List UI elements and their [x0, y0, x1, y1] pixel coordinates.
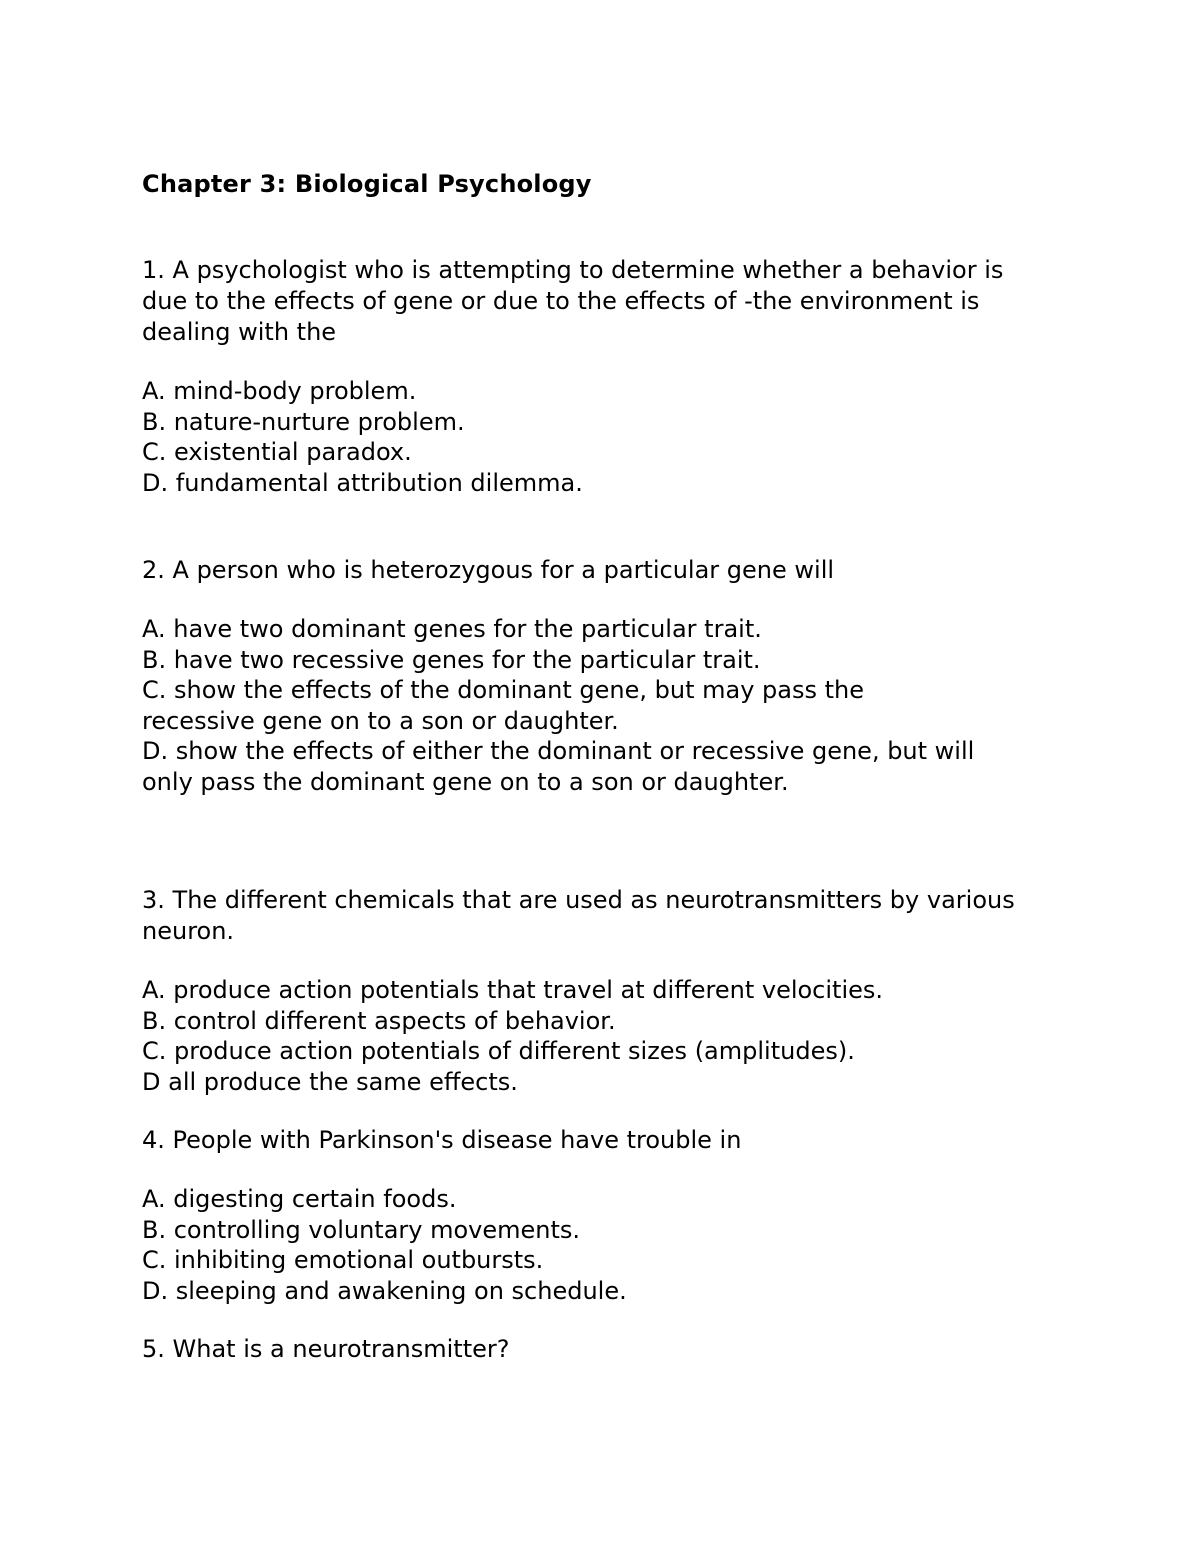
document-page	[142, 166, 1042, 1365]
answer-option: B. have two recessive genes for the particular trait.	[142, 645, 761, 674]
question-text: 3. The different chemicals that are used as neurotransmitters by various neuron.	[142, 886, 1015, 945]
answer-option: D. sleeping and awakening on schedule.	[142, 1276, 627, 1305]
question-text: 5. What is a neurotransmitter?	[142, 1335, 510, 1363]
answer-options	[142, 1184, 1042, 1306]
question-3	[142, 885, 1042, 1097]
answer-option: D all produce the same effects.	[142, 1067, 518, 1096]
answer-option: A. digesting certain foods.	[142, 1185, 457, 1213]
answer-option: B. controlling voluntary movements.	[142, 1215, 581, 1244]
answer-option: B. nature-nurture problem.	[142, 407, 465, 436]
answer-option: A. have two dominant genes for the particular trait.	[142, 615, 762, 643]
question-text: 2. A person who is heterozygous for a particular gene will	[142, 556, 835, 584]
answer-option: C. show the effects of the dominant gene, but may pass the recessive gene on to a son or daughter.	[142, 676, 865, 735]
question-1	[142, 255, 1042, 498]
question-text: 1. A psychologist who is attempting to determine whether a behavior is due to the effects of gene or due to the effects of -the environment is dealing with the	[142, 256, 1004, 346]
question-text: 4. People with Parkinson's disease have trouble in	[142, 1126, 742, 1154]
document-title: Chapter 3: Biological Psychology	[142, 170, 592, 198]
answer-option: A. produce action potentials that travel at different velocities.	[142, 976, 884, 1004]
question-5	[142, 1334, 1042, 1365]
answer-option: D. fundamental attribution dilemma.	[142, 468, 583, 497]
answer-option: A. mind-body problem.	[142, 377, 417, 405]
answer-option: C. existential paradox.	[142, 438, 412, 466]
answer-option: D. show the effects of either the dominant or recessive gene, but will only pass the dominant gene on to a son or daughter.	[142, 737, 975, 796]
answer-option: C. inhibiting emotional outbursts.	[142, 1246, 544, 1274]
answer-option: C. produce action potentials of different sizes (amplitudes).	[142, 1037, 855, 1065]
answer-options	[142, 376, 1042, 498]
answer-options	[142, 975, 1042, 1097]
question-2	[142, 555, 1042, 797]
answer-option: B. control different aspects of behavior.	[142, 1006, 616, 1035]
answer-options	[142, 614, 1042, 797]
question-4	[142, 1125, 1042, 1306]
